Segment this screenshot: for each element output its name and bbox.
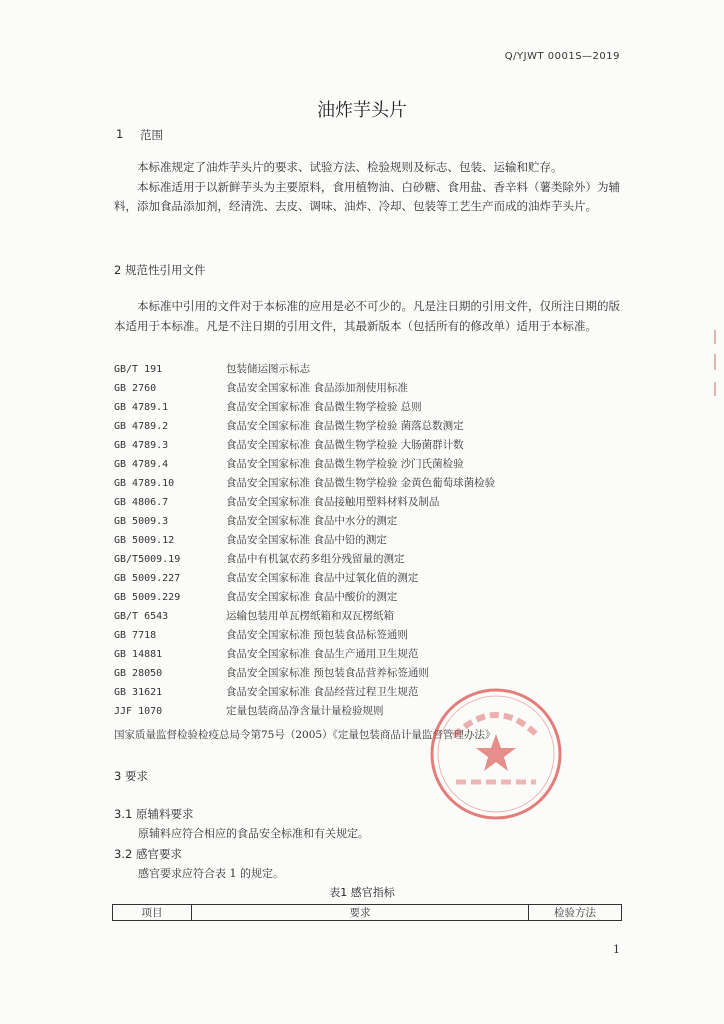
section3-2-heading: 3.2 感官要求 <box>114 847 182 861</box>
reference-list <box>114 360 614 721</box>
reference-row <box>114 550 614 569</box>
company-seal <box>426 684 566 824</box>
reference-title: 食品安全国家标准 食品微生物学检验 金黄色葡萄球菌检验 <box>226 477 496 489</box>
section3-heading: 3 要求 <box>114 769 148 783</box>
reference-code: GB 4789.10 <box>114 478 175 489</box>
reference-title: 食品安全国家标准 食品微生物学检验 沙门氏菌检验 <box>226 458 464 470</box>
reference-row <box>114 417 614 436</box>
reference-title: 食品安全国家标准 食品中铅的测定 <box>226 534 387 546</box>
reference-title: 食品安全国家标准 食品经营过程卫生规范 <box>226 686 419 698</box>
section1-body <box>114 158 622 217</box>
reference-row <box>114 512 614 531</box>
reference-row <box>114 436 614 455</box>
reference-code: GB 7718 <box>114 630 157 641</box>
section1-title: 范围 <box>140 128 163 142</box>
reference-title: 定量包装商品净含量计量检验规则 <box>226 705 384 717</box>
reference-title: 食品安全国家标准 预包装食品标签通则 <box>226 629 408 641</box>
reference-title: 包装储运图示标志 <box>226 363 310 375</box>
reference-title: 食品安全国家标准 食品接触用塑料材料及制品 <box>226 496 440 508</box>
reference-code: GB 14881 <box>114 649 163 660</box>
reference-code: GB 4789.4 <box>114 459 169 470</box>
section3-2-text: 感官要求应符合表 1 的规定。 <box>138 867 284 880</box>
table-header-item: 项目 <box>113 905 192 921</box>
reference-code: GB 4789.1 <box>114 402 169 413</box>
reference-title: 食品安全国家标准 食品添加剂使用标准 <box>226 382 408 394</box>
table-header-method: 检验方法 <box>529 905 622 921</box>
page-number: 1 <box>613 943 620 956</box>
reference-code: GB 4789.3 <box>114 440 169 451</box>
section3-1-text: 原辅料应符合相应的食品安全标准和有关规定。 <box>138 827 369 840</box>
reference-row <box>114 455 614 474</box>
reference-row <box>114 474 614 493</box>
reference-code: GB/T 6543 <box>114 611 169 622</box>
reference-code: GB 5009.12 <box>114 535 175 546</box>
reference-row <box>114 379 614 398</box>
reference-title: 食品安全国家标准 食品微生物学检验 大肠菌群计数 <box>226 439 464 451</box>
section2-body <box>114 297 622 336</box>
table1-caption: 表1 感官指标 <box>329 886 395 899</box>
reference-row <box>114 493 614 512</box>
section1-number: 1 <box>116 127 124 141</box>
sensory-table <box>112 904 622 921</box>
decree-reference: 国家质量监督检验检疫总局令第75号（2005）《定量包装商品计量监督管理办法》 <box>114 729 496 741</box>
section3-1-heading: 3.1 原辅料要求 <box>114 807 194 821</box>
reference-code: GB 31621 <box>114 687 163 698</box>
reference-title: 运输包装用单瓦楞纸箱和双瓦楞纸箱 <box>226 610 394 622</box>
table-header-row <box>113 905 622 921</box>
section1-paragraph-2: 本标准适用于以新鲜芋头为主要原料，食用植物油、白砂糖、食用盐、香辛料（薯类除外）为辅料，添加食品添加剂，经清洗、去皮、调味、油炸、冷却、包装等工艺生产而成的油炸芋头片。 <box>114 179 620 213</box>
reference-code: GB 4806.7 <box>114 497 169 508</box>
section1-paragraph-1: 本标准规定了油炸芋头片的要求、试验方法、检验规则及标志、包装、运输和贮存。 <box>137 160 563 174</box>
reference-code: GB 28050 <box>114 668 163 679</box>
section2-paragraph: 本标准中引用的文件对于本标准的应用是必不可少的。凡是注日期的引用文件，仅所注日期的版本适用于本标准。凡是不注日期的引用文件，其最新版本（包括所有的修改单）适用于本标准。 <box>114 299 620 333</box>
section2-heading: 2 规范性引用文件 <box>114 263 206 277</box>
scan-edge-mark <box>712 330 718 400</box>
reference-row <box>114 645 614 664</box>
reference-code: GB 2760 <box>114 383 157 394</box>
reference-title: 食品安全国家标准 预包装食品营养标签通则 <box>226 667 429 679</box>
reference-code: GB/T5009.19 <box>114 554 181 565</box>
reference-code: GB 5009.229 <box>114 592 181 603</box>
reference-row <box>114 360 614 379</box>
reference-row <box>114 588 614 607</box>
reference-row <box>114 569 614 588</box>
reference-row <box>114 664 614 683</box>
reference-code: GB 5009.227 <box>114 573 181 584</box>
reference-row <box>114 531 614 550</box>
reference-title: 食品安全国家标准 食品中水分的测定 <box>226 515 398 527</box>
reference-title: 食品中有机氯农药多组分残留量的测定 <box>226 553 405 565</box>
reference-code: JJF 1070 <box>114 706 163 717</box>
reference-title: 食品安全国家标准 食品中过氧化值的测定 <box>226 572 419 584</box>
table-header-requirement: 要求 <box>192 905 529 921</box>
reference-title: 食品安全国家标准 食品生产通用卫生规范 <box>226 648 419 660</box>
reference-code: GB 4789.2 <box>114 421 169 432</box>
reference-title: 食品安全国家标准 食品中酸价的测定 <box>226 591 398 603</box>
reference-row <box>114 398 614 417</box>
reference-code: GB 5009.3 <box>114 516 169 527</box>
reference-row <box>114 607 614 626</box>
reference-title: 食品安全国家标准 食品微生物学检验 菌落总数测定 <box>226 420 464 432</box>
page-title: 油炸芋头片 <box>317 100 407 121</box>
reference-row <box>114 626 614 645</box>
reference-title: 食品安全国家标准 食品微生物学检验 总则 <box>226 401 422 413</box>
reference-code: GB/T 191 <box>114 364 163 375</box>
standard-number: Q/YJWT 0001S—2019 <box>504 51 620 62</box>
